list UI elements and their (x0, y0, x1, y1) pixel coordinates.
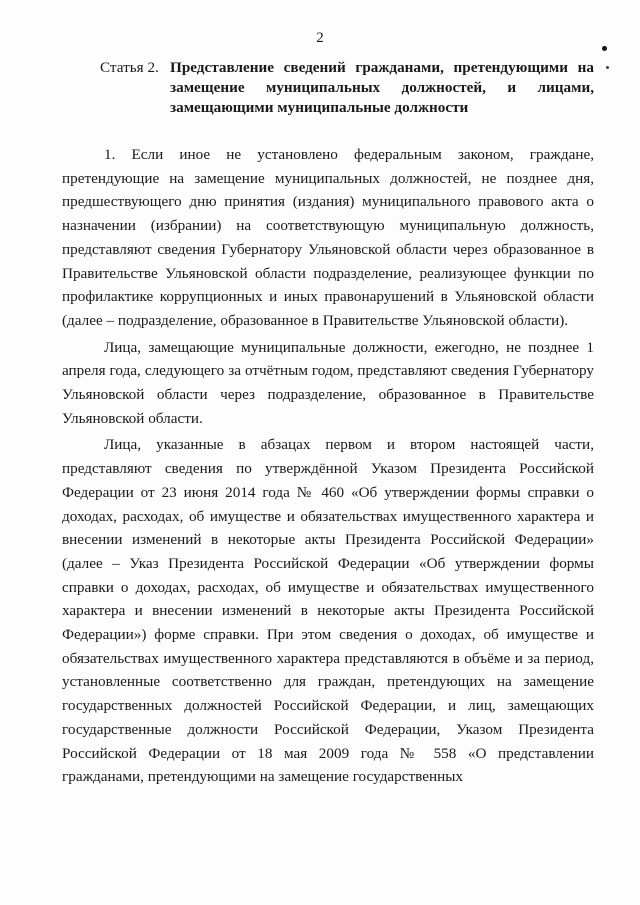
scan-dot-mark (602, 46, 607, 51)
paragraph-3: Лица, указанные в абзацах первом и втором настоящей части, представляют сведения по утверждённой Указом Президента Российской Федерации от 23 июня 2014 года № 460 «Об утверждении формы справки о доходах, расходах, об имуществе и обязательствах имущественного характера и внесении изменений в некоторые акты Президента Российской Федерации» (далее – Указ Президента Российской Федерации «Об утверждении формы справки о доходах, расходах, об имуществе и обязательствах имущественного характера и внесении изменений в некоторые акты Президента Российской Федерации») форме справки. При этом сведения о доходах, об имуществе и обязательствах имущественного характера представляются в объёме и за период, установленные соответственно для граждан, претендующих на замещение государственных должностей Российской Федерации, и лиц, замещающих государственные должности Российской Федерации, Указом Президента Российской Федерации от 18 мая 2009 года № 558 «О представлении гражданами, претендующими на замещение государственных (62, 436, 594, 786)
paragraph-1: 1. Если иное не установлено федеральным законом, граждане, претендующие на замещение муниципальных должностей, не позднее дня, предшествующего дню принятия (издания) муниципального правового акта о назначении (избрании) на соответствующую муниципальную должность, представляют сведения Губернатору Ульяновской области через образованное в Правительстве Ульяновской области подразделение, реализующее функции по профилактике коррупционных и иных правонарушений в Ульяновской области (далее – подразделение, образованное в Правительстве Ульяновской области). (62, 146, 594, 329)
page-number: 2 (316, 30, 324, 46)
scan-dot-mark-small (606, 66, 609, 69)
article-body (62, 143, 594, 789)
article-heading (100, 58, 594, 118)
article-label: Статья 2. (100, 59, 159, 76)
article-title: Представление сведений гражданами, претендующими на замещение муниципальных должностей, и лицами, замещающими муниципальные должности (170, 59, 594, 116)
paragraph-2: Лица, замещающие муниципальные должности, ежегодно, не позднее 1 апреля года, следующего за отчётным годом, представляют сведения Губернатору Ульяновской области через подразделение, образованное в Правительстве Ульяновской области. (62, 338, 594, 427)
